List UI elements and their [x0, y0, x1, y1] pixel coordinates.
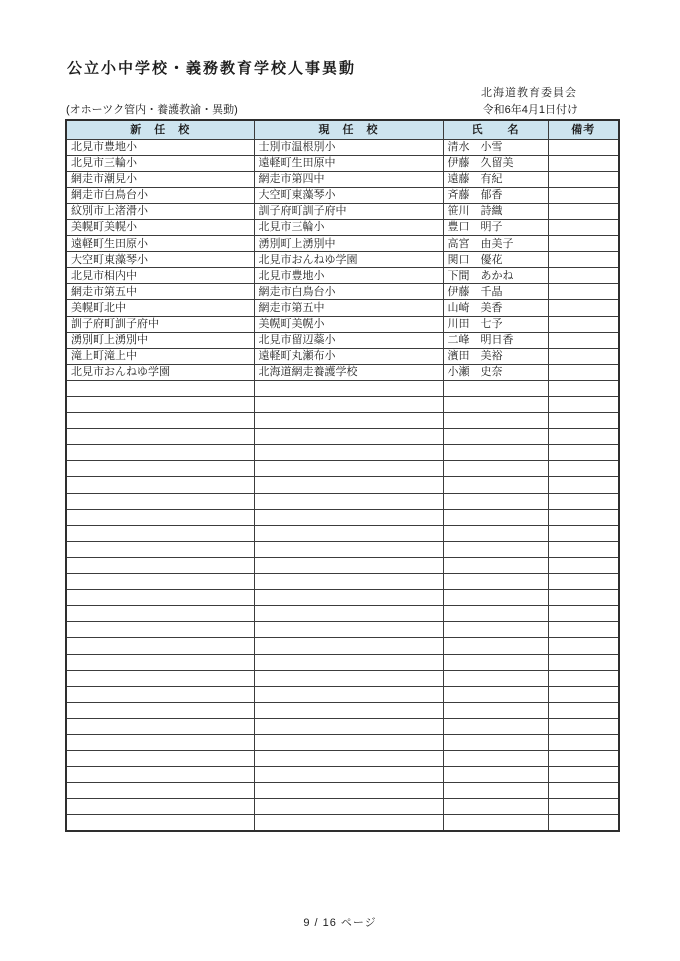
cell-remarks: [548, 445, 619, 461]
cell-name: [443, 590, 548, 606]
page-title: 公立小中学校・義務教育学校人事異動: [67, 60, 357, 77]
cell-remarks: [548, 783, 619, 799]
cell-remarks: [548, 155, 619, 171]
table-row: [66, 187, 619, 203]
cell-name: [443, 670, 548, 686]
cell-current-school: 遠軽町生田原中: [254, 155, 443, 171]
table-row: [66, 493, 619, 509]
cell-new-school: 美幌町北中: [66, 300, 254, 316]
table-row: [66, 767, 619, 783]
cell-new-school: [66, 461, 254, 477]
table-row: [66, 380, 619, 396]
cell-new-school: [66, 445, 254, 461]
header-name: 氏 名: [443, 120, 548, 139]
cell-name: [443, 525, 548, 541]
cell-name: [443, 638, 548, 654]
table-row: [66, 783, 619, 799]
cell-new-school: 訓子府町訓子府中: [66, 316, 254, 332]
cell-new-school: [66, 397, 254, 413]
table-row: [66, 734, 619, 750]
table-row: [66, 509, 619, 525]
cell-new-school: [66, 380, 254, 396]
header-remarks: 備考: [548, 120, 619, 139]
table-row: [66, 686, 619, 702]
cell-current-school: [254, 525, 443, 541]
cell-new-school: [66, 718, 254, 734]
cell-name: [443, 734, 548, 750]
cell-remarks: [548, 413, 619, 429]
table-row: [66, 364, 619, 380]
cell-current-school: [254, 493, 443, 509]
cell-new-school: [66, 493, 254, 509]
cell-current-school: [254, 413, 443, 429]
cell-current-school: [254, 815, 443, 831]
cell-current-school: 大空町東藻琴小: [254, 187, 443, 203]
cell-name: 高宮 由美子: [443, 236, 548, 252]
cell-current-school: 北見市留辺蘂小: [254, 332, 443, 348]
cell-current-school: [254, 702, 443, 718]
cell-name: [443, 622, 548, 638]
cell-current-school: 網走市白鳥台小: [254, 284, 443, 300]
cell-name: 山崎 美香: [443, 300, 548, 316]
table-row: [66, 300, 619, 316]
cell-current-school: [254, 783, 443, 799]
cell-new-school: [66, 429, 254, 445]
cell-new-school: [66, 686, 254, 702]
cell-new-school: [66, 815, 254, 831]
cell-remarks: [548, 461, 619, 477]
cell-remarks: [548, 525, 619, 541]
table-row: [66, 284, 619, 300]
cell-remarks: [548, 638, 619, 654]
cell-current-school: [254, 574, 443, 590]
cell-name: 川田 七予: [443, 316, 548, 332]
cell-new-school: [66, 767, 254, 783]
cell-remarks: [548, 397, 619, 413]
cell-name: [443, 509, 548, 525]
cell-name: [443, 799, 548, 815]
cell-current-school: 遠軽町丸瀬布小: [254, 348, 443, 364]
cell-name: [443, 397, 548, 413]
cell-remarks: [548, 670, 619, 686]
cell-new-school: 網走市第五中: [66, 284, 254, 300]
cell-new-school: 北見市相内中: [66, 268, 254, 284]
cell-remarks: [548, 574, 619, 590]
cell-new-school: 北見市三輪小: [66, 155, 254, 171]
cell-remarks: [548, 606, 619, 622]
table-row: [66, 397, 619, 413]
cell-new-school: 湧別町上湧別中: [66, 332, 254, 348]
table-row: [66, 702, 619, 718]
cell-new-school: [66, 654, 254, 670]
cell-current-school: 訓子府町訓子府中: [254, 203, 443, 219]
cell-remarks: [548, 686, 619, 702]
cell-current-school: [254, 638, 443, 654]
cell-remarks: [548, 252, 619, 268]
cell-name: 伊藤 久留美: [443, 155, 548, 171]
table-row: [66, 236, 619, 252]
cell-new-school: [66, 799, 254, 815]
cell-current-school: [254, 557, 443, 573]
cell-remarks: [548, 219, 619, 235]
cell-new-school: 北見市おんねゆ学園: [66, 364, 254, 380]
cell-remarks: [548, 557, 619, 573]
cell-new-school: 網走市白鳥台小: [66, 187, 254, 203]
cell-name: [443, 654, 548, 670]
cell-remarks: [548, 203, 619, 219]
cell-current-school: 網走市第五中: [254, 300, 443, 316]
table-row: [66, 268, 619, 284]
page-number: 9 / 16 ページ: [303, 917, 377, 929]
cell-current-school: [254, 397, 443, 413]
cell-current-school: [254, 686, 443, 702]
cell-name: 二峰 明日香: [443, 332, 548, 348]
cell-remarks: [548, 171, 619, 187]
cell-current-school: [254, 751, 443, 767]
cell-current-school: [254, 799, 443, 815]
cell-remarks: [548, 268, 619, 284]
table-row: [66, 590, 619, 606]
cell-name: [443, 783, 548, 799]
cell-new-school: 滝上町滝上中: [66, 348, 254, 364]
cell-new-school: [66, 574, 254, 590]
cell-current-school: [254, 461, 443, 477]
cell-new-school: 紋別市上渚滑小: [66, 203, 254, 219]
cell-new-school: 大空町東藻琴小: [66, 252, 254, 268]
cell-new-school: 網走市潮見小: [66, 171, 254, 187]
cell-current-school: [254, 654, 443, 670]
table-row: [66, 477, 619, 493]
cell-name: 清水 小雪: [443, 139, 548, 155]
cell-name: 下間 あかね: [443, 268, 548, 284]
cell-remarks: [548, 300, 619, 316]
table-row: [66, 219, 619, 235]
cell-remarks: [548, 429, 619, 445]
cell-current-school: [254, 734, 443, 750]
table-row: [66, 718, 619, 734]
table-row: [66, 606, 619, 622]
cell-current-school: [254, 445, 443, 461]
cell-current-school: [254, 718, 443, 734]
cell-remarks: [548, 590, 619, 606]
table-row: [66, 638, 619, 654]
personnel-transfer-table: [65, 119, 620, 832]
cell-current-school: 北見市三輪小: [254, 219, 443, 235]
cell-name: [443, 702, 548, 718]
table-row: [66, 654, 619, 670]
table-row: [66, 203, 619, 219]
cell-remarks: [548, 702, 619, 718]
cell-new-school: [66, 751, 254, 767]
cell-new-school: [66, 541, 254, 557]
table-row: [66, 799, 619, 815]
cell-remarks: [548, 236, 619, 252]
cell-remarks: [548, 509, 619, 525]
cell-current-school: [254, 622, 443, 638]
cell-current-school: 士別市温根別小: [254, 139, 443, 155]
cell-remarks: [548, 477, 619, 493]
cell-new-school: [66, 590, 254, 606]
cell-current-school: [254, 541, 443, 557]
table-row: [66, 139, 619, 155]
cell-remarks: [548, 799, 619, 815]
table-row: [66, 429, 619, 445]
table-row: [66, 348, 619, 364]
cell-new-school: [66, 734, 254, 750]
table-row: [66, 413, 619, 429]
table-row: [66, 525, 619, 541]
cell-current-school: [254, 429, 443, 445]
table-header-row: [66, 120, 619, 139]
cell-name: 笹川 詩織: [443, 203, 548, 219]
cell-current-school: 美幌町美幌小: [254, 316, 443, 332]
cell-remarks: [548, 815, 619, 831]
cell-name: [443, 815, 548, 831]
table-row: [66, 252, 619, 268]
table-row: [66, 815, 619, 831]
cell-name: [443, 751, 548, 767]
table-row: [66, 316, 619, 332]
table-row: [66, 574, 619, 590]
cell-new-school: [66, 622, 254, 638]
cell-remarks: [548, 767, 619, 783]
cell-new-school: [66, 606, 254, 622]
cell-name: [443, 461, 548, 477]
table-row: [66, 171, 619, 187]
cell-current-school: [254, 380, 443, 396]
table-row: [66, 541, 619, 557]
cell-current-school: [254, 477, 443, 493]
cell-current-school: 北見市おんねゆ学園: [254, 252, 443, 268]
cell-new-school: [66, 477, 254, 493]
effective-date: 令和6年4月1日付け: [482, 104, 578, 116]
cell-name: 濱田 美裕: [443, 348, 548, 364]
cell-name: [443, 477, 548, 493]
cell-current-school: [254, 509, 443, 525]
cell-remarks: [548, 734, 619, 750]
table-row: [66, 332, 619, 348]
cell-new-school: [66, 670, 254, 686]
cell-remarks: [548, 751, 619, 767]
cell-new-school: 美幌町美幌小: [66, 219, 254, 235]
cell-new-school: [66, 509, 254, 525]
cell-name: [443, 686, 548, 702]
table-row: [66, 622, 619, 638]
agency-name: 北海道教育委員会: [481, 87, 577, 99]
cell-name: 伊藤 千晶: [443, 284, 548, 300]
cell-name: [443, 493, 548, 509]
cell-current-school: 北見市豊地小: [254, 268, 443, 284]
cell-new-school: [66, 413, 254, 429]
cell-name: 豊口 明子: [443, 219, 548, 235]
cell-remarks: [548, 718, 619, 734]
cell-name: 関口 優花: [443, 252, 548, 268]
cell-current-school: [254, 670, 443, 686]
cell-name: [443, 557, 548, 573]
cell-new-school: [66, 783, 254, 799]
cell-name: [443, 574, 548, 590]
category-subtitle: (オホーツク管内・養護教諭・異動): [66, 104, 238, 116]
cell-remarks: [548, 284, 619, 300]
cell-current-school: 北海道網走養護学校: [254, 364, 443, 380]
cell-name: 遠藤 有紀: [443, 171, 548, 187]
cell-new-school: [66, 638, 254, 654]
cell-remarks: [548, 380, 619, 396]
cell-new-school: 北見市豊地小: [66, 139, 254, 155]
table-row: [66, 461, 619, 477]
cell-name: 斉藤 郁香: [443, 187, 548, 203]
cell-new-school: [66, 525, 254, 541]
cell-new-school: 遠軽町生田原小: [66, 236, 254, 252]
cell-current-school: [254, 590, 443, 606]
cell-remarks: [548, 316, 619, 332]
cell-name: [443, 767, 548, 783]
cell-name: [443, 445, 548, 461]
cell-name: 小瀬 史奈: [443, 364, 548, 380]
cell-name: [443, 541, 548, 557]
cell-remarks: [548, 364, 619, 380]
cell-remarks: [548, 622, 619, 638]
cell-name: [443, 606, 548, 622]
cell-remarks: [548, 332, 619, 348]
cell-name: [443, 380, 548, 396]
table-row: [66, 155, 619, 171]
cell-remarks: [548, 187, 619, 203]
cell-current-school: [254, 606, 443, 622]
cell-name: [443, 718, 548, 734]
table-row: [66, 751, 619, 767]
table-row: [66, 670, 619, 686]
table-row: [66, 445, 619, 461]
cell-remarks: [548, 139, 619, 155]
header-new-school: 新 任 校: [66, 120, 254, 139]
cell-name: [443, 413, 548, 429]
cell-current-school: 網走市第四中: [254, 171, 443, 187]
cell-current-school: 湧別町上湧別中: [254, 236, 443, 252]
cell-remarks: [548, 654, 619, 670]
cell-name: [443, 429, 548, 445]
header-current-school: 現 任 校: [254, 120, 443, 139]
cell-new-school: [66, 702, 254, 718]
cell-remarks: [548, 493, 619, 509]
cell-new-school: [66, 557, 254, 573]
table-row: [66, 557, 619, 573]
cell-current-school: [254, 767, 443, 783]
cell-remarks: [548, 541, 619, 557]
cell-remarks: [548, 348, 619, 364]
